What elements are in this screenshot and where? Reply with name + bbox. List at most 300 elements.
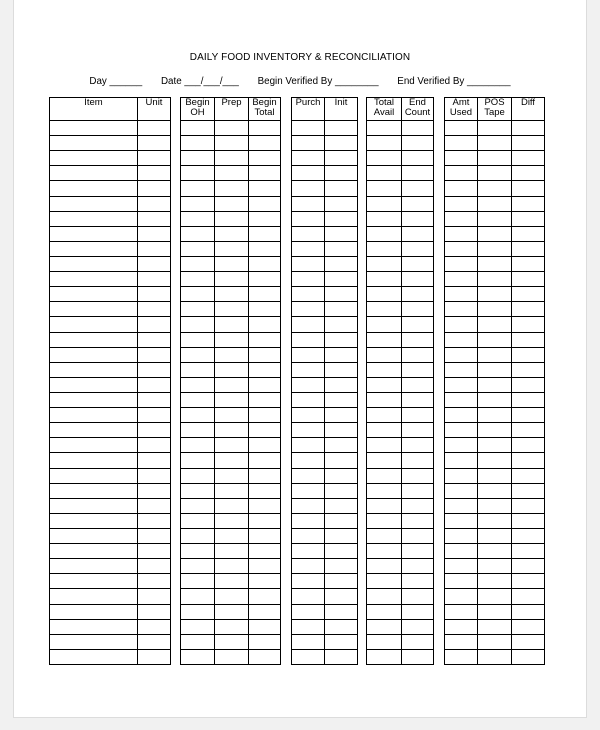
entry-cell[interactable] <box>402 513 434 528</box>
entry-cell[interactable] <box>50 619 138 634</box>
entry-cell[interactable] <box>478 317 512 332</box>
entry-cell[interactable] <box>50 544 138 559</box>
entry-cell[interactable] <box>181 181 215 196</box>
entry-cell[interactable] <box>478 181 512 196</box>
entry-cell[interactable] <box>367 136 402 151</box>
entry-cell[interactable] <box>325 287 358 302</box>
entry-cell[interactable] <box>138 196 171 211</box>
entry-cell[interactable] <box>402 302 434 317</box>
entry-cell[interactable] <box>512 287 545 302</box>
entry-cell[interactable] <box>292 121 325 136</box>
entry-cell[interactable] <box>138 181 171 196</box>
entry-cell[interactable] <box>478 438 512 453</box>
entry-cell[interactable] <box>249 256 281 271</box>
entry-cell[interactable] <box>367 181 402 196</box>
entry-cell[interactable] <box>50 332 138 347</box>
entry-cell[interactable] <box>512 362 545 377</box>
entry-cell[interactable] <box>292 287 325 302</box>
entry-cell[interactable] <box>512 392 545 407</box>
entry-cell[interactable] <box>215 287 249 302</box>
entry-cell[interactable] <box>215 181 249 196</box>
entry-cell[interactable] <box>215 559 249 574</box>
entry-cell[interactable] <box>478 332 512 347</box>
entry-cell[interactable] <box>215 544 249 559</box>
entry-cell[interactable] <box>512 619 545 634</box>
entry-cell[interactable] <box>367 453 402 468</box>
entry-cell[interactable] <box>50 634 138 649</box>
entry-cell[interactable] <box>292 483 325 498</box>
entry-cell[interactable] <box>249 408 281 423</box>
entry-cell[interactable] <box>215 468 249 483</box>
entry-cell[interactable] <box>367 604 402 619</box>
entry-cell[interactable] <box>50 272 138 287</box>
entry-cell[interactable] <box>325 604 358 619</box>
entry-cell[interactable] <box>181 423 215 438</box>
entry-cell[interactable] <box>215 438 249 453</box>
entry-cell[interactable] <box>181 649 215 664</box>
entry-cell[interactable] <box>138 634 171 649</box>
entry-cell[interactable] <box>292 362 325 377</box>
entry-cell[interactable] <box>325 589 358 604</box>
entry-cell[interactable] <box>249 121 281 136</box>
entry-cell[interactable] <box>181 347 215 362</box>
entry-cell[interactable] <box>325 347 358 362</box>
entry-cell[interactable] <box>249 317 281 332</box>
entry-cell[interactable] <box>478 649 512 664</box>
entry-cell[interactable] <box>512 151 545 166</box>
entry-cell[interactable] <box>402 181 434 196</box>
entry-cell[interactable] <box>215 513 249 528</box>
entry-cell[interactable] <box>292 256 325 271</box>
entry-cell[interactable] <box>249 498 281 513</box>
entry-cell[interactable] <box>478 272 512 287</box>
entry-cell[interactable] <box>292 196 325 211</box>
entry-cell[interactable] <box>50 438 138 453</box>
entry-cell[interactable] <box>50 166 138 181</box>
entry-cell[interactable] <box>325 317 358 332</box>
entry-cell[interactable] <box>402 362 434 377</box>
entry-cell[interactable] <box>138 362 171 377</box>
entry-cell[interactable] <box>325 453 358 468</box>
entry-cell[interactable] <box>181 211 215 226</box>
entry-cell[interactable] <box>292 649 325 664</box>
entry-cell[interactable] <box>367 317 402 332</box>
entry-cell[interactable] <box>367 649 402 664</box>
entry-cell[interactable] <box>50 362 138 377</box>
entry-cell[interactable] <box>215 136 249 151</box>
entry-cell[interactable] <box>138 513 171 528</box>
entry-cell[interactable] <box>367 513 402 528</box>
entry-cell[interactable] <box>512 166 545 181</box>
entry-cell[interactable] <box>249 211 281 226</box>
entry-cell[interactable] <box>215 649 249 664</box>
entry-cell[interactable] <box>512 272 545 287</box>
entry-cell[interactable] <box>292 166 325 181</box>
entry-cell[interactable] <box>249 423 281 438</box>
entry-cell[interactable] <box>402 226 434 241</box>
entry-cell[interactable] <box>215 272 249 287</box>
entry-cell[interactable] <box>367 211 402 226</box>
entry-cell[interactable] <box>292 528 325 543</box>
entry-cell[interactable] <box>512 559 545 574</box>
entry-cell[interactable] <box>215 377 249 392</box>
entry-cell[interactable] <box>215 166 249 181</box>
entry-cell[interactable] <box>402 317 434 332</box>
entry-cell[interactable] <box>367 559 402 574</box>
entry-cell[interactable] <box>249 649 281 664</box>
entry-cell[interactable] <box>325 211 358 226</box>
entry-cell[interactable] <box>138 453 171 468</box>
entry-cell[interactable] <box>292 347 325 362</box>
entry-cell[interactable] <box>292 181 325 196</box>
entry-cell[interactable] <box>325 438 358 453</box>
entry-cell[interactable] <box>50 392 138 407</box>
entry-cell[interactable] <box>138 377 171 392</box>
entry-cell[interactable] <box>478 604 512 619</box>
entry-cell[interactable] <box>50 604 138 619</box>
entry-cell[interactable] <box>325 121 358 136</box>
entry-cell[interactable] <box>402 498 434 513</box>
entry-cell[interactable] <box>367 528 402 543</box>
entry-cell[interactable] <box>402 468 434 483</box>
entry-cell[interactable] <box>138 483 171 498</box>
entry-cell[interactable] <box>512 604 545 619</box>
entry-cell[interactable] <box>138 589 171 604</box>
entry-cell[interactable] <box>402 121 434 136</box>
entry-cell[interactable] <box>292 513 325 528</box>
entry-cell[interactable] <box>50 377 138 392</box>
entry-cell[interactable] <box>402 559 434 574</box>
entry-cell[interactable] <box>292 392 325 407</box>
entry-cell[interactable] <box>249 513 281 528</box>
entry-cell[interactable] <box>478 287 512 302</box>
entry-cell[interactable] <box>445 317 478 332</box>
entry-cell[interactable] <box>325 408 358 423</box>
entry-cell[interactable] <box>181 317 215 332</box>
entry-cell[interactable] <box>181 377 215 392</box>
entry-cell[interactable] <box>292 589 325 604</box>
entry-cell[interactable] <box>292 619 325 634</box>
entry-cell[interactable] <box>50 559 138 574</box>
entry-cell[interactable] <box>181 468 215 483</box>
entry-cell[interactable] <box>181 559 215 574</box>
entry-cell[interactable] <box>138 272 171 287</box>
entry-cell[interactable] <box>445 196 478 211</box>
entry-cell[interactable] <box>138 166 171 181</box>
entry-cell[interactable] <box>181 332 215 347</box>
entry-cell[interactable] <box>402 151 434 166</box>
entry-cell[interactable] <box>512 317 545 332</box>
entry-cell[interactable] <box>292 423 325 438</box>
entry-cell[interactable] <box>402 211 434 226</box>
entry-cell[interactable] <box>181 256 215 271</box>
entry-cell[interactable] <box>249 559 281 574</box>
entry-cell[interactable] <box>512 332 545 347</box>
entry-cell[interactable] <box>181 287 215 302</box>
entry-cell[interactable] <box>249 241 281 256</box>
entry-cell[interactable] <box>367 362 402 377</box>
entry-cell[interactable] <box>445 513 478 528</box>
entry-cell[interactable] <box>478 136 512 151</box>
entry-cell[interactable] <box>50 483 138 498</box>
entry-cell[interactable] <box>402 408 434 423</box>
entry-cell[interactable] <box>215 196 249 211</box>
entry-cell[interactable] <box>325 559 358 574</box>
entry-cell[interactable] <box>50 649 138 664</box>
entry-cell[interactable] <box>478 362 512 377</box>
entry-cell[interactable] <box>512 438 545 453</box>
entry-cell[interactable] <box>367 226 402 241</box>
entry-cell[interactable] <box>445 136 478 151</box>
entry-cell[interactable] <box>367 438 402 453</box>
entry-cell[interactable] <box>138 438 171 453</box>
entry-cell[interactable] <box>512 589 545 604</box>
entry-cell[interactable] <box>215 362 249 377</box>
entry-cell[interactable] <box>478 634 512 649</box>
entry-cell[interactable] <box>50 528 138 543</box>
entry-cell[interactable] <box>249 226 281 241</box>
entry-cell[interactable] <box>325 241 358 256</box>
entry-cell[interactable] <box>402 634 434 649</box>
entry-cell[interactable] <box>138 121 171 136</box>
entry-cell[interactable] <box>445 544 478 559</box>
entry-cell[interactable] <box>50 513 138 528</box>
entry-cell[interactable] <box>181 226 215 241</box>
entry-cell[interactable] <box>325 619 358 634</box>
entry-cell[interactable] <box>215 256 249 271</box>
entry-cell[interactable] <box>478 423 512 438</box>
entry-cell[interactable] <box>445 498 478 513</box>
entry-cell[interactable] <box>138 498 171 513</box>
entry-cell[interactable] <box>402 589 434 604</box>
entry-cell[interactable] <box>249 544 281 559</box>
entry-cell[interactable] <box>215 589 249 604</box>
entry-cell[interactable] <box>478 544 512 559</box>
entry-cell[interactable] <box>138 287 171 302</box>
entry-cell[interactable] <box>512 226 545 241</box>
entry-cell[interactable] <box>215 528 249 543</box>
entry-cell[interactable] <box>215 408 249 423</box>
entry-cell[interactable] <box>445 559 478 574</box>
entry-cell[interactable] <box>181 619 215 634</box>
entry-cell[interactable] <box>367 256 402 271</box>
entry-cell[interactable] <box>445 302 478 317</box>
entry-cell[interactable] <box>249 166 281 181</box>
entry-cell[interactable] <box>325 377 358 392</box>
entry-cell[interactable] <box>138 544 171 559</box>
entry-cell[interactable] <box>50 151 138 166</box>
entry-cell[interactable] <box>249 302 281 317</box>
entry-cell[interactable] <box>215 211 249 226</box>
entry-cell[interactable] <box>325 226 358 241</box>
entry-cell[interactable] <box>512 544 545 559</box>
entry-cell[interactable] <box>215 241 249 256</box>
entry-cell[interactable] <box>325 196 358 211</box>
entry-cell[interactable] <box>50 181 138 196</box>
entry-cell[interactable] <box>367 589 402 604</box>
entry-cell[interactable] <box>215 574 249 589</box>
entry-cell[interactable] <box>402 619 434 634</box>
entry-cell[interactable] <box>512 256 545 271</box>
entry-cell[interactable] <box>478 513 512 528</box>
entry-cell[interactable] <box>445 347 478 362</box>
entry-cell[interactable] <box>367 241 402 256</box>
entry-cell[interactable] <box>367 544 402 559</box>
entry-cell[interactable] <box>292 377 325 392</box>
entry-cell[interactable] <box>478 347 512 362</box>
entry-cell[interactable] <box>367 121 402 136</box>
entry-cell[interactable] <box>478 151 512 166</box>
entry-cell[interactable] <box>367 392 402 407</box>
entry-cell[interactable] <box>512 468 545 483</box>
entry-cell[interactable] <box>478 483 512 498</box>
entry-cell[interactable] <box>367 196 402 211</box>
entry-cell[interactable] <box>249 634 281 649</box>
entry-cell[interactable] <box>325 181 358 196</box>
entry-cell[interactable] <box>402 196 434 211</box>
entry-cell[interactable] <box>181 136 215 151</box>
entry-cell[interactable] <box>138 151 171 166</box>
entry-cell[interactable] <box>445 166 478 181</box>
entry-cell[interactable] <box>215 317 249 332</box>
entry-cell[interactable] <box>138 332 171 347</box>
entry-cell[interactable] <box>50 589 138 604</box>
entry-cell[interactable] <box>325 513 358 528</box>
entry-cell[interactable] <box>181 544 215 559</box>
entry-cell[interactable] <box>367 151 402 166</box>
entry-cell[interactable] <box>50 196 138 211</box>
entry-cell[interactable] <box>50 302 138 317</box>
entry-cell[interactable] <box>292 136 325 151</box>
entry-cell[interactable] <box>292 241 325 256</box>
entry-cell[interactable] <box>292 634 325 649</box>
entry-cell[interactable] <box>215 483 249 498</box>
entry-cell[interactable] <box>512 574 545 589</box>
entry-cell[interactable] <box>181 483 215 498</box>
entry-cell[interactable] <box>367 483 402 498</box>
entry-cell[interactable] <box>249 528 281 543</box>
entry-cell[interactable] <box>249 438 281 453</box>
entry-cell[interactable] <box>512 347 545 362</box>
entry-cell[interactable] <box>292 317 325 332</box>
entry-cell[interactable] <box>445 362 478 377</box>
entry-cell[interactable] <box>445 438 478 453</box>
entry-cell[interactable] <box>325 332 358 347</box>
entry-cell[interactable] <box>138 619 171 634</box>
entry-cell[interactable] <box>292 498 325 513</box>
entry-cell[interactable] <box>50 408 138 423</box>
entry-cell[interactable] <box>478 408 512 423</box>
entry-cell[interactable] <box>445 121 478 136</box>
entry-cell[interactable] <box>215 302 249 317</box>
entry-cell[interactable] <box>138 347 171 362</box>
entry-cell[interactable] <box>512 408 545 423</box>
entry-cell[interactable] <box>478 574 512 589</box>
entry-cell[interactable] <box>512 649 545 664</box>
entry-cell[interactable] <box>249 136 281 151</box>
entry-cell[interactable] <box>50 317 138 332</box>
entry-cell[interactable] <box>367 574 402 589</box>
entry-cell[interactable] <box>478 377 512 392</box>
entry-cell[interactable] <box>50 287 138 302</box>
entry-cell[interactable] <box>138 559 171 574</box>
entry-cell[interactable] <box>478 619 512 634</box>
entry-cell[interactable] <box>325 166 358 181</box>
entry-cell[interactable] <box>138 136 171 151</box>
entry-cell[interactable] <box>402 377 434 392</box>
entry-cell[interactable] <box>512 241 545 256</box>
entry-cell[interactable] <box>445 377 478 392</box>
entry-cell[interactable] <box>138 302 171 317</box>
entry-cell[interactable] <box>138 317 171 332</box>
entry-cell[interactable] <box>445 528 478 543</box>
entry-cell[interactable] <box>367 423 402 438</box>
entry-cell[interactable] <box>325 272 358 287</box>
entry-cell[interactable] <box>445 468 478 483</box>
entry-cell[interactable] <box>181 528 215 543</box>
entry-cell[interactable] <box>138 226 171 241</box>
entry-cell[interactable] <box>50 453 138 468</box>
entry-cell[interactable] <box>138 604 171 619</box>
entry-cell[interactable] <box>292 559 325 574</box>
entry-cell[interactable] <box>512 634 545 649</box>
entry-cell[interactable] <box>478 392 512 407</box>
entry-cell[interactable] <box>325 649 358 664</box>
entry-cell[interactable] <box>402 483 434 498</box>
entry-cell[interactable] <box>402 604 434 619</box>
entry-cell[interactable] <box>249 574 281 589</box>
entry-cell[interactable] <box>249 589 281 604</box>
entry-cell[interactable] <box>478 256 512 271</box>
entry-cell[interactable] <box>50 468 138 483</box>
entry-cell[interactable] <box>138 211 171 226</box>
entry-cell[interactable] <box>325 151 358 166</box>
entry-cell[interactable] <box>445 151 478 166</box>
entry-cell[interactable] <box>249 181 281 196</box>
entry-cell[interactable] <box>138 574 171 589</box>
entry-cell[interactable] <box>138 423 171 438</box>
entry-cell[interactable] <box>325 498 358 513</box>
entry-cell[interactable] <box>138 649 171 664</box>
entry-cell[interactable] <box>325 256 358 271</box>
entry-cell[interactable] <box>367 302 402 317</box>
entry-cell[interactable] <box>50 226 138 241</box>
entry-cell[interactable] <box>445 453 478 468</box>
entry-cell[interactable] <box>445 634 478 649</box>
entry-cell[interactable] <box>181 302 215 317</box>
entry-cell[interactable] <box>181 272 215 287</box>
entry-cell[interactable] <box>402 347 434 362</box>
entry-cell[interactable] <box>402 528 434 543</box>
entry-cell[interactable] <box>445 574 478 589</box>
entry-cell[interactable] <box>292 272 325 287</box>
entry-cell[interactable] <box>249 604 281 619</box>
entry-cell[interactable] <box>512 453 545 468</box>
entry-cell[interactable] <box>402 423 434 438</box>
entry-cell[interactable] <box>215 498 249 513</box>
entry-cell[interactable] <box>181 589 215 604</box>
entry-cell[interactable] <box>402 272 434 287</box>
entry-cell[interactable] <box>215 423 249 438</box>
entry-cell[interactable] <box>512 513 545 528</box>
entry-cell[interactable] <box>478 589 512 604</box>
entry-cell[interactable] <box>402 136 434 151</box>
entry-cell[interactable] <box>478 226 512 241</box>
entry-cell[interactable] <box>249 377 281 392</box>
entry-cell[interactable] <box>249 362 281 377</box>
entry-cell[interactable] <box>402 438 434 453</box>
entry-cell[interactable] <box>402 332 434 347</box>
